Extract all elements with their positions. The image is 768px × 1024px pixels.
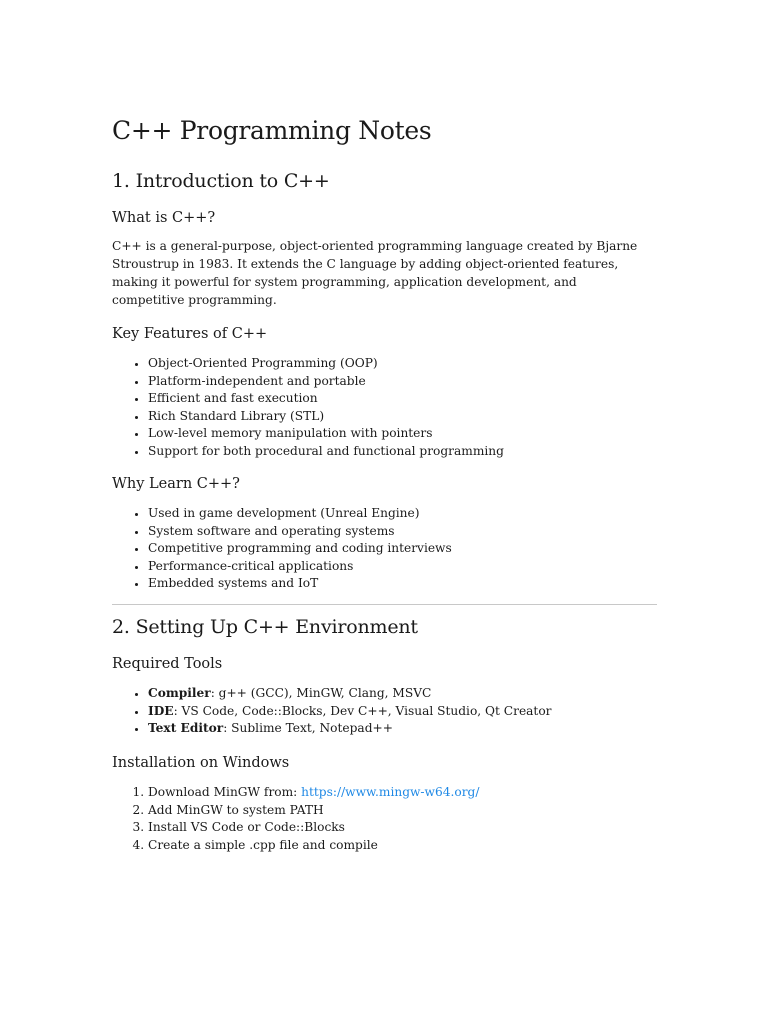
list-item: • Used in game development (Unreal Engine) <box>148 505 656 523</box>
what-is-heading: What is C++? <box>112 210 216 226</box>
required-tools-list <box>112 685 656 738</box>
tool-text: : g++ (GCC), MinGW, Clang, MSVC <box>210 686 432 700</box>
list-item: • Competitive programming and coding interviews <box>148 540 656 558</box>
tool-label: Text Editor <box>148 721 224 736</box>
list-item: • System software and operating systems <box>148 523 656 541</box>
list-item: 4. Create a simple .cpp file and compile <box>148 837 656 855</box>
key-features-list <box>112 355 656 461</box>
step-text: Download MinGW from: <box>148 785 302 799</box>
key-features-heading: Key Features of C++ <box>112 326 268 342</box>
list-item: • Performance-critical applications <box>148 558 656 576</box>
section-divider <box>112 604 657 605</box>
list-item: 3. Install VS Code or Code::Blocks <box>148 819 656 837</box>
installation-heading: Installation on Windows <box>112 755 290 771</box>
list-item <box>148 703 656 721</box>
list-item <box>148 784 656 802</box>
tool-label: IDE <box>148 703 174 718</box>
list-item: 2. Add MinGW to system PATH <box>148 802 656 820</box>
list-item <box>148 685 656 703</box>
page-title: C++ Programming Notes <box>112 116 432 145</box>
list-item: • Rich Standard Library (STL) <box>148 408 656 426</box>
list-item <box>148 720 656 738</box>
tool-text: : Sublime Text, Notepad++ <box>223 721 393 736</box>
installation-steps <box>112 784 656 854</box>
list-item: • Efficient and fast execution <box>148 390 656 408</box>
list-item: • Platform-independent and portable <box>148 373 656 391</box>
section-1-heading: 1. Introduction to C++ <box>112 170 330 192</box>
what-is-paragraph: C++ is a general-purpose, object-oriented programming language created by Bjarne Stroustrup in 1983. It extends the C language by adding object-oriented features, making it powerful for system programming, application development, and competitive programming. <box>112 239 638 307</box>
why-learn-list <box>112 505 656 593</box>
tool-label: Compiler <box>148 686 211 700</box>
mingw-link[interactable]: https://www.mingw-w64.org/ <box>301 785 480 799</box>
section-2-heading: 2. Setting Up C++ Environment <box>112 616 418 638</box>
list-item: • Support for both procedural and functional programming <box>148 443 656 461</box>
required-tools-heading: Required Tools <box>112 656 223 672</box>
tool-text: : VS Code, Code::Blocks, Dev C++, Visual Studio, Qt Creator <box>173 703 552 718</box>
list-item: • Low-level memory manipulation with pointers <box>148 425 656 443</box>
why-learn-heading: Why Learn C++? <box>112 476 240 492</box>
list-item: • Embedded systems and IoT <box>148 575 656 593</box>
list-item: • Object-Oriented Programming (OOP) <box>148 355 656 373</box>
